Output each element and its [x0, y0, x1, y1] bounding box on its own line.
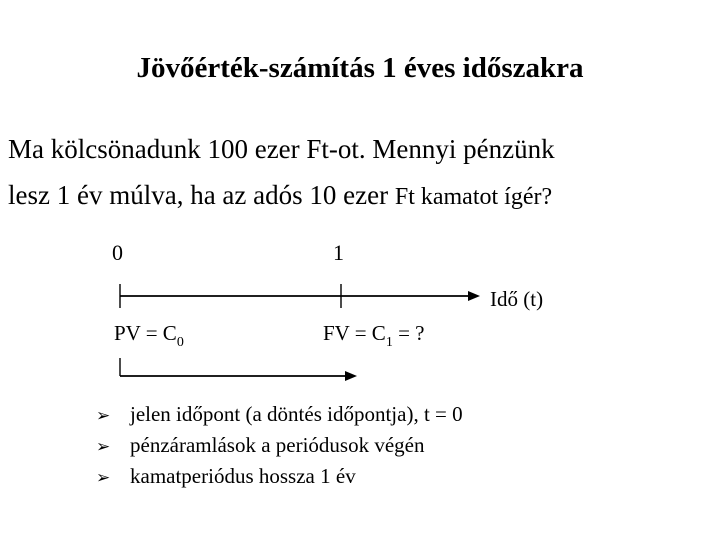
compounding-arrowhead-icon	[345, 371, 357, 381]
arrowhead-bullet-icon: ➢	[96, 437, 111, 457]
bullet-list	[96, 399, 463, 492]
timeline-axis-label: Idő (t)	[490, 287, 544, 311]
present-value-label: PV = $C_0$	[114, 321, 184, 350]
timeline-arrowhead-icon	[468, 291, 480, 301]
slide-title: Jövőérték-számítás 1 éves időszakra	[136, 52, 584, 84]
arrowhead-bullet-icon: ➢	[96, 406, 111, 426]
bullet-item: ➢ jelen időpont (a döntés időpontja), t = 0	[96, 399, 463, 430]
future-value-label: FV = $C_1$ = ?	[323, 321, 425, 350]
bullet-item: ➢ pénzáramlások a periódusok végén	[96, 430, 463, 461]
question-line-1: Ma kölcsönadunk 100 ezer Ft-ot. Mennyi pénzünk	[8, 134, 555, 164]
arrowhead-bullet-icon: ➢	[96, 468, 111, 488]
question-line-2-main: lesz 1 év múlva, ha az adós 10 ezer	[8, 180, 395, 210]
timeline-tick-label-1: 1	[333, 240, 344, 265]
question-line-2-end: Ft kamatot ígér?	[394, 184, 553, 210]
bullet-item: ➢ kamatperiódus hossza 1 év	[96, 461, 463, 492]
timeline-tick-label-0: 0	[112, 240, 123, 265]
